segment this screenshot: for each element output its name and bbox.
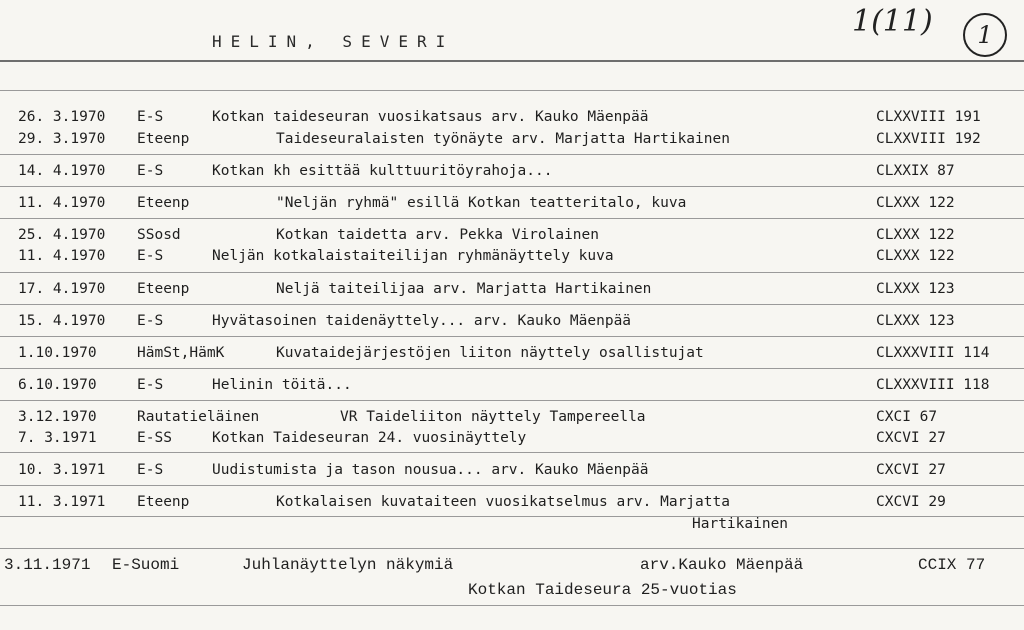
- entry-title: Kotkan Taideseuran 24. vuosinäyttely: [212, 430, 527, 446]
- entry-title: Helinin töitä...: [212, 377, 352, 393]
- list-item: [0, 377, 1024, 395]
- list-item: [0, 248, 1024, 266]
- entry-source: E-S: [137, 313, 164, 329]
- entry-reference: CCIX 77: [918, 556, 986, 574]
- entry-date: 10. 3.1971: [18, 462, 106, 478]
- entry-source: E-Suomi: [112, 556, 180, 574]
- entry-title: Kotkan taideseuran vuosikatsaus arv. Kauko Mäenpää: [212, 109, 649, 125]
- entry-title: VR Taideliiton näyttely Tampereella: [340, 409, 646, 425]
- list-item: [0, 109, 1024, 127]
- entry-date: 11. 4.1970: [18, 195, 106, 211]
- ruled-line: [0, 304, 1024, 305]
- entry-title: Kotkalaisen kuvataiteen vuosikatselmus arv. Marjatta: [276, 494, 730, 510]
- list-item: [0, 281, 1024, 299]
- entry-reference: CXCI 67: [876, 409, 938, 425]
- entry-date: 1.10.1970: [18, 345, 97, 361]
- list-item: [0, 409, 1024, 427]
- entry-reference: CLXXVIII 192: [876, 131, 981, 147]
- list-item: [0, 131, 1024, 149]
- entry-date: 14. 4.1970: [18, 163, 106, 179]
- entry-title: Hyvätasoinen taidenäyttely... arv. Kauko Mäenpää: [212, 313, 632, 329]
- ruled-line: [0, 605, 1024, 606]
- list-item: [0, 494, 1024, 512]
- entry-reference: CLXXX 123: [876, 281, 955, 297]
- entry-source: Eteenp: [137, 494, 190, 510]
- entry-title: Uudistumista ja tason nousua... arv. Kauko Mäenpää: [212, 462, 649, 478]
- entry-reference: CXCVI 29: [876, 494, 946, 510]
- entry-reference: CXCVI 27: [876, 430, 946, 446]
- entry-source: E-S: [137, 462, 164, 478]
- entry-title: Neljän kotkalaistaiteilijan ryhmänäyttely kuva: [212, 248, 614, 264]
- entry-reference: CLXXX 123: [876, 313, 955, 329]
- ruled-line: [0, 548, 1024, 549]
- handwritten-card-number: 1: [963, 13, 1007, 57]
- entry-title: Kuvataidejärjestöjen liiton näyttely osallistujat: [276, 345, 704, 361]
- list-item-continuation: [0, 516, 1024, 534]
- entry-source: E-S: [137, 163, 164, 179]
- entry-title: Kotkan kh esittää kulttuuritöyrahoja...: [212, 163, 553, 179]
- entry-title-continuation: Hartikainen: [692, 516, 789, 532]
- entry-date: 25. 4.1970: [18, 227, 106, 243]
- entry-reviewer: arv.Kauko Mäenpää: [640, 556, 804, 574]
- ruled-line: [0, 186, 1024, 187]
- ruled-line: [0, 368, 1024, 369]
- entry-date: 17. 4.1970: [18, 281, 106, 297]
- ruled-line: [0, 400, 1024, 401]
- entry-source: Eteenp: [137, 281, 190, 297]
- handwritten-page-mark: 1(11): [852, 4, 933, 39]
- list-item: [0, 345, 1024, 363]
- ruled-line: [0, 452, 1024, 453]
- entry-source: Eteenp: [137, 131, 190, 147]
- entry-source: E-S: [137, 109, 164, 125]
- entry-reference: CLXXXVIII 118: [876, 377, 990, 393]
- header-rule: [0, 60, 1024, 62]
- ruled-line: [0, 154, 1024, 155]
- ruled-line: [0, 336, 1024, 337]
- entry-date: 7. 3.1971: [18, 430, 97, 446]
- list-item: [0, 195, 1024, 213]
- entry-source: E-S: [137, 248, 164, 264]
- entry-subtitle: Kotkan Taideseura 25-vuotias: [468, 581, 737, 599]
- list-item: [0, 556, 1024, 574]
- list-item: [0, 430, 1024, 448]
- entry-reference: CLXXX 122: [876, 227, 955, 243]
- entry-source: Eteenp: [137, 195, 190, 211]
- list-item: [0, 462, 1024, 480]
- entry-source: E-S: [137, 377, 164, 393]
- entry-reference: CLXXVIII 191: [876, 109, 981, 125]
- entry-source: Rautatieläinen: [137, 409, 260, 425]
- entry-title: Juhlanäyttelyn näkymiä: [242, 556, 454, 574]
- list-item-continuation: [0, 581, 1024, 599]
- entry-date: 3.12.1970: [18, 409, 97, 425]
- entry-reference: CLXXX 122: [876, 248, 955, 264]
- entry-reference: CLXXX 122: [876, 195, 955, 211]
- entry-reference: CLXXXVIII 114: [876, 345, 990, 361]
- ruled-line: [0, 218, 1024, 219]
- entry-date: 29. 3.1970: [18, 131, 106, 147]
- entry-date: 26. 3.1970: [18, 109, 106, 125]
- entry-date: 11. 4.1970: [18, 248, 106, 264]
- entry-source: E-SS: [137, 430, 172, 446]
- ruled-line: [0, 272, 1024, 273]
- ruled-line: [0, 485, 1024, 486]
- entry-source: HämSt,HämK: [137, 345, 225, 361]
- entry-date: 6.10.1970: [18, 377, 97, 393]
- entry-date: 11. 3.1971: [18, 494, 106, 510]
- list-item: [0, 313, 1024, 331]
- ruled-line: [0, 90, 1024, 91]
- list-item: [0, 227, 1024, 245]
- entry-source: SSosd: [137, 227, 181, 243]
- entry-reference: CXCVI 27: [876, 462, 946, 478]
- list-item: [0, 163, 1024, 181]
- entry-date: 3.11.1971: [4, 556, 91, 574]
- entry-title: Kotkan taidetta arv. Pekka Virolainen: [276, 227, 600, 243]
- entry-reference: CLXXIX 87: [876, 163, 955, 179]
- entry-title: Taideseuralaisten työnäyte arv. Marjatta Hartikainen: [276, 131, 730, 147]
- entry-title: "Neljän ryhmä" esillä Kotkan teatteritalo, kuva: [276, 195, 687, 211]
- entry-title: Neljä taiteilijaa arv. Marjatta Hartikainen: [276, 281, 652, 297]
- card-title-name: HELIN, SEVERI: [212, 32, 455, 51]
- entry-date: 15. 4.1970: [18, 313, 106, 329]
